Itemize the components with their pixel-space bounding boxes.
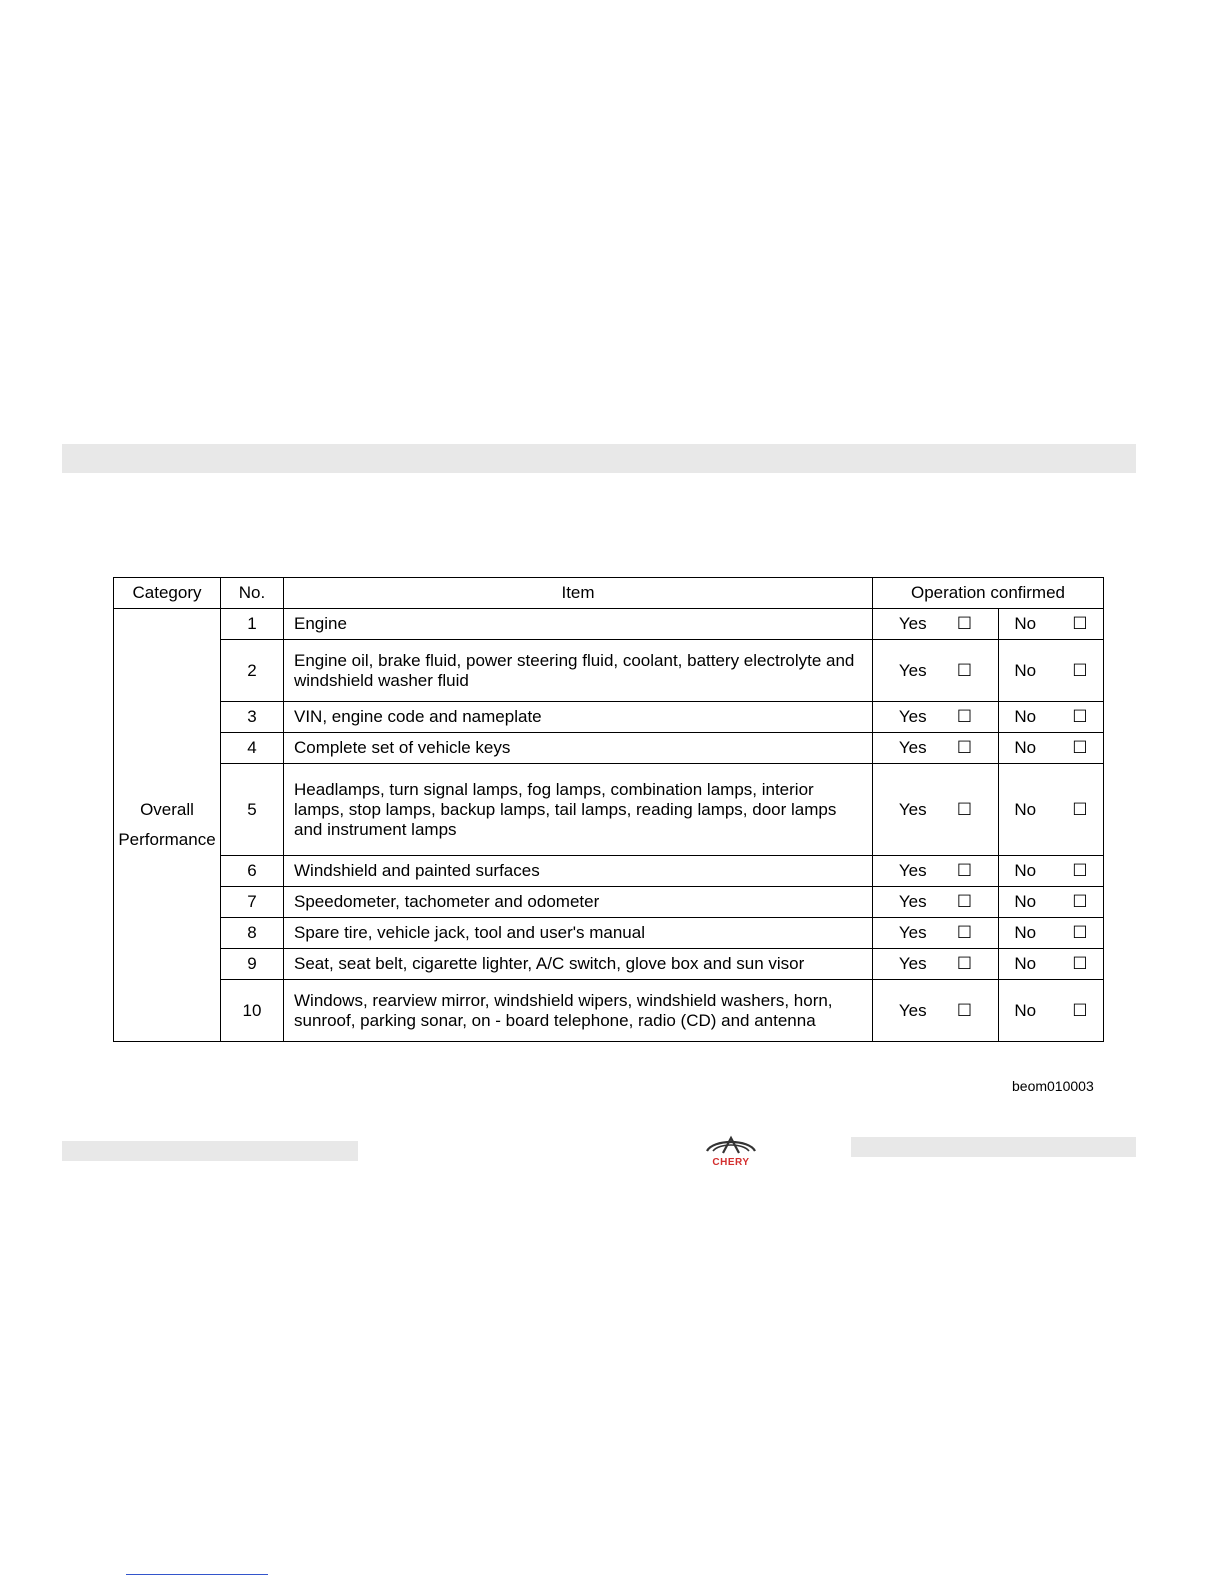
yes-label: Yes	[898, 799, 927, 819]
row-number: 7	[221, 887, 284, 918]
no-label: No	[1014, 861, 1037, 880]
row-number: 2	[221, 640, 284, 702]
chery-logo-icon	[699, 1135, 763, 1157]
row-number: 8	[221, 918, 284, 949]
no-checkbox[interactable]: ☐	[1072, 892, 1088, 911]
no-option[interactable]	[999, 764, 1104, 856]
table-row	[114, 887, 1104, 918]
no-checkbox[interactable]: ☐	[1072, 614, 1088, 633]
no-option[interactable]	[999, 949, 1104, 980]
bottom-link-underline[interactable]	[126, 1574, 268, 1575]
no-checkbox[interactable]: ☐	[1072, 1000, 1088, 1020]
table-row	[114, 764, 1104, 856]
header-operation-confirmed: Operation confirmed	[873, 578, 1104, 609]
no-option[interactable]	[999, 856, 1104, 887]
row-number: 3	[221, 702, 284, 733]
row-number: 1	[221, 609, 284, 640]
yes-label: Yes	[898, 738, 927, 757]
header-band	[62, 444, 1136, 473]
chery-logo	[699, 1135, 763, 1171]
header-category: Category	[114, 578, 221, 609]
yes-option[interactable]	[873, 856, 999, 887]
table-row	[114, 856, 1104, 887]
yes-label: Yes	[898, 660, 927, 680]
header-item: Item	[284, 578, 873, 609]
yes-option[interactable]	[873, 640, 999, 702]
no-label: No	[1014, 799, 1037, 819]
row-item: Windows, rearview mirror, windshield wipers, windshield washers, horn, sunroof, parking sonar, on - board telephone, radio (CD) and antenna	[284, 980, 873, 1042]
table-row	[114, 918, 1104, 949]
row-number: 9	[221, 949, 284, 980]
yes-label: Yes	[898, 923, 927, 942]
table-row	[114, 733, 1104, 764]
no-label: No	[1014, 614, 1037, 633]
yes-checkbox[interactable]: ☐	[956, 614, 973, 633]
row-item: Engine	[284, 609, 873, 640]
no-option[interactable]	[999, 980, 1104, 1042]
row-number: 5	[221, 764, 284, 856]
no-label: No	[1014, 954, 1037, 973]
no-option[interactable]	[999, 918, 1104, 949]
no-option[interactable]	[999, 733, 1104, 764]
yes-option[interactable]	[873, 887, 999, 918]
no-checkbox[interactable]: ☐	[1072, 861, 1088, 880]
yes-label: Yes	[898, 954, 927, 973]
no-checkbox[interactable]: ☐	[1072, 954, 1088, 973]
row-number: 6	[221, 856, 284, 887]
yes-checkbox[interactable]: ☐	[956, 923, 973, 942]
yes-option[interactable]	[873, 918, 999, 949]
table-row	[114, 949, 1104, 980]
table-row	[114, 640, 1104, 702]
yes-label: Yes	[898, 892, 927, 911]
yes-label: Yes	[898, 861, 927, 880]
row-item: Seat, seat belt, cigarette lighter, A/C switch, glove box and sun visor	[284, 949, 873, 980]
reference-code: beom010003	[1012, 1078, 1094, 1094]
row-item: Headlamps, turn signal lamps, fog lamps, combination lamps, interior lamps, stop lamps, backup lamps, tail lamps, reading lamps, door lamps and instrument lamps	[284, 764, 873, 856]
yes-checkbox[interactable]: ☐	[956, 738, 973, 757]
yes-label: Yes	[898, 1000, 927, 1020]
no-option[interactable]	[999, 887, 1104, 918]
table-header-row	[114, 578, 1104, 609]
footer-band-left	[62, 1141, 358, 1161]
row-item: Engine oil, brake fluid, power steering fluid, coolant, battery electrolyte and windshield washer fluid	[284, 640, 873, 702]
no-option[interactable]	[999, 609, 1104, 640]
no-checkbox[interactable]: ☐	[1072, 799, 1088, 819]
header-no: No.	[221, 578, 284, 609]
yes-checkbox[interactable]: ☐	[956, 861, 973, 880]
row-item: VIN, engine code and nameplate	[284, 702, 873, 733]
row-number: 10	[221, 980, 284, 1042]
chery-logo-wordmark: CHERY	[712, 1157, 750, 1168]
no-label: No	[1014, 660, 1037, 680]
no-label: No	[1014, 738, 1037, 757]
no-checkbox[interactable]: ☐	[1072, 707, 1088, 726]
yes-option[interactable]	[873, 733, 999, 764]
yes-checkbox[interactable]: ☐	[956, 707, 973, 726]
yes-option[interactable]	[873, 702, 999, 733]
category-label-line1: Overall	[140, 800, 194, 819]
yes-option[interactable]	[873, 609, 999, 640]
yes-option[interactable]	[873, 980, 999, 1042]
table-row	[114, 702, 1104, 733]
no-option[interactable]	[999, 702, 1104, 733]
yes-option[interactable]	[873, 949, 999, 980]
no-label: No	[1014, 923, 1037, 942]
yes-option[interactable]	[873, 764, 999, 856]
row-item: Speedometer, tachometer and odometer	[284, 887, 873, 918]
inspection-checklist-table	[113, 577, 1104, 1042]
table-row	[114, 980, 1104, 1042]
category-cell	[114, 609, 221, 1042]
no-checkbox[interactable]: ☐	[1072, 738, 1088, 757]
row-item: Complete set of vehicle keys	[284, 733, 873, 764]
row-item: Windshield and painted surfaces	[284, 856, 873, 887]
no-option[interactable]	[999, 640, 1104, 702]
row-item: Spare tire, vehicle jack, tool and user's manual	[284, 918, 873, 949]
yes-checkbox[interactable]: ☐	[956, 799, 973, 819]
row-number: 4	[221, 733, 284, 764]
no-checkbox[interactable]: ☐	[1072, 660, 1088, 680]
no-checkbox[interactable]: ☐	[1072, 923, 1088, 942]
no-label: No	[1014, 892, 1037, 911]
yes-checkbox[interactable]: ☐	[956, 660, 973, 680]
table-row	[114, 609, 1104, 640]
yes-checkbox[interactable]: ☐	[956, 954, 973, 973]
category-label-line2: Performance	[118, 830, 216, 849]
footer-band-right	[851, 1137, 1136, 1157]
yes-label: Yes	[898, 707, 927, 726]
no-label: No	[1014, 707, 1037, 726]
yes-checkbox[interactable]: ☐	[956, 1000, 973, 1020]
no-label: No	[1014, 1000, 1037, 1020]
yes-label: Yes	[898, 614, 927, 633]
yes-checkbox[interactable]: ☐	[956, 892, 973, 911]
